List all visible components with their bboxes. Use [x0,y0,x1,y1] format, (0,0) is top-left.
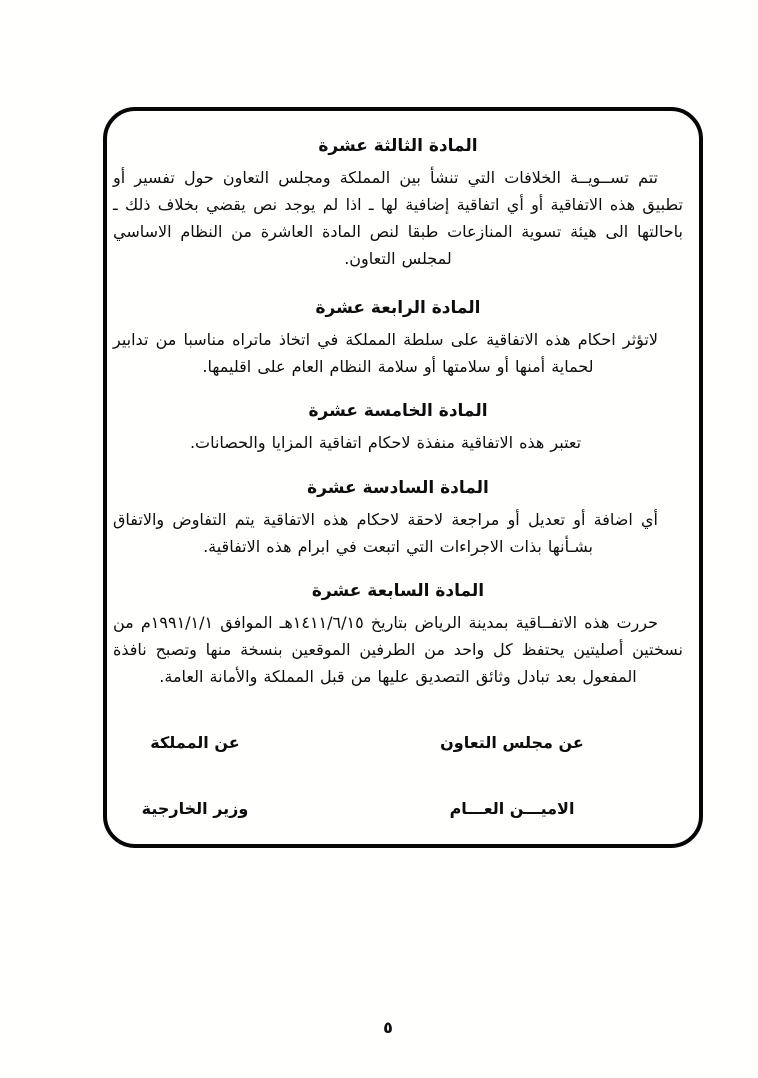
article-section-thirteen [113,135,683,272]
page-number: ٥ [383,1018,393,1037]
article-fifteen-body: تعتبر هذه الاتفاقية منفذة لاحكام اتفاقية المزايا والحصانات. [189,433,582,452]
signature-party-council: عن مجلس التعاون [440,733,584,752]
signature-title-foreign-minister: وزير الخارجية [141,799,249,818]
signature-titles-row [113,798,683,820]
signature-title-secretary-general: الاميـــن العـــام [449,799,575,818]
article-fourteen-body: لاتؤثر احكام هذه الاتفاقية على سلطة المملكة في اتخاذ ماتراه مناسبا من تدابير لحماية أمنها أو سلامتها أو سلامة النظام العام على اقليمها. [113,330,658,376]
document-border-frame [103,107,703,848]
article-sixteen-heading: المادة السادسة عشرة [307,478,489,498]
article-section-fifteen [113,400,683,456]
signature-party-kingdom: عن المملكة [150,733,240,752]
signature-parties-row [113,732,683,754]
article-fifteen-heading: المادة الخامسة عشرة [308,401,488,421]
article-section-seventeen [113,580,683,690]
article-sixteen-body: أي اضافة أو تعديل أو مراجعة لاحقة لاحكام هذه الاتفاقية يتم التفاوض والاتفاق بشـأنها بذات الاجراءات التي اتبعت في ابرام هذه الاتفاقية. [113,510,658,556]
article-thirteen-body: تتم تســويــة الخلافات التي تنشأ بين المملكة ومجلس التعاون حول تفسير أو تطبيق هذه الاتفاقية أو أي اتفاقية إضافية لها ـ اذا لم يوجد نص يقضي بخلاف ذلك ـ باحالتها الى هيئة تسوية المنازعات طبقا لنص المادة العاشرة من النظام الاساسي لمجلس التعاون. [113,168,683,268]
article-seventeen-heading: المادة السابعة عشرة [311,581,485,601]
article-thirteen-heading: المادة الثالثة عشرة [318,136,478,156]
article-seventeen-body: حررت هذه الاتفــاقية بمدينة الرياض بتاريخ ١٤١١/٦/١٥هـ الموافق ١٩٩١/١/١م من نسختين أصليتين يحتفظ كل واحد من الطرفين الموقعين بنسخة منها وتصبح نافذة المفعول بعد تبادل وثائق التصديق عليها من قبل المملكة والأمانة العامة. [113,613,683,686]
article-section-sixteen [113,477,683,560]
article-fourteen-heading: المادة الرابعة عشرة [315,298,481,318]
article-section-fourteen [113,297,683,380]
